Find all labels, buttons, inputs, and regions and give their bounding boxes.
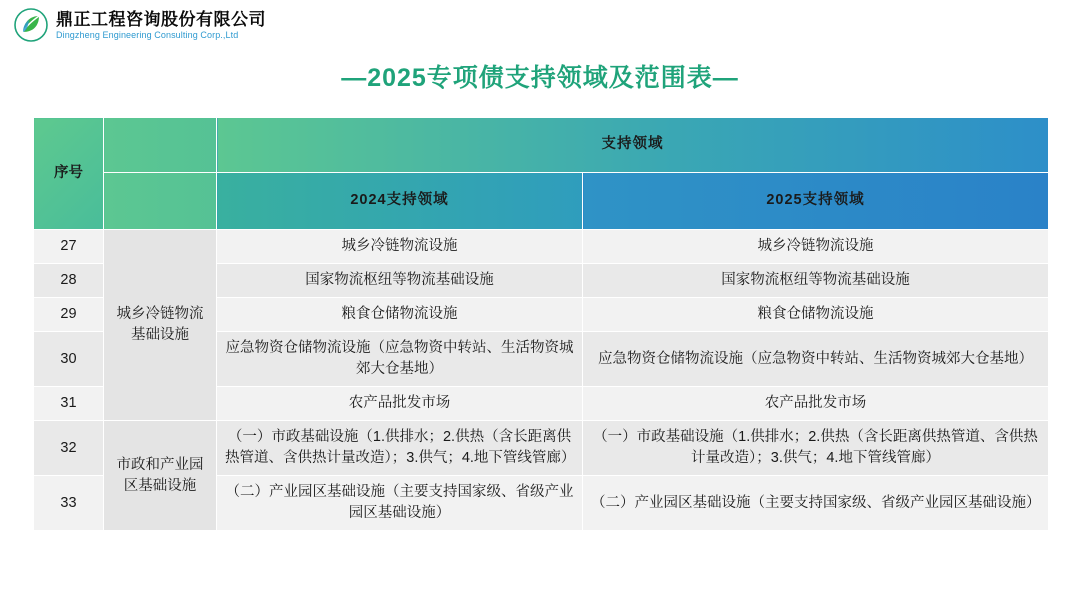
row-no: 28 — [34, 264, 104, 298]
table-row — [34, 230, 1049, 264]
support-scope-table — [33, 117, 1048, 531]
cell-2024: 国家物流枢纽等物流基础设施 — [217, 264, 583, 298]
cell-2025: （一）市政基础设施（1.供排水；2.供热（含长距离供热管道、含供热计量改造）；3.供气；4.地下管线管廊） — [583, 421, 1049, 476]
cell-2025: 应急物资仓储物流设施（应急物资中转站、生活物资城郊大仓基地） — [583, 332, 1049, 387]
page-title: —2025专项债支持领域及范围表— — [341, 64, 739, 92]
cell-2025: 城乡冷链物流设施 — [583, 230, 1049, 264]
cell-2025: （二）产业园区基础设施（主要支持国家级、省级产业园区基础设施） — [583, 476, 1049, 531]
brand-name-en: Dingzheng Engineering Consulting Corp.,Ltd — [56, 29, 239, 40]
table-header-row-1 — [34, 118, 1049, 173]
cell-2025: 粮食仓储物流设施 — [583, 298, 1049, 332]
cell-2024: 农产品批发市场 — [217, 387, 583, 421]
header-2024-scope: 2024支持领域 — [217, 173, 583, 230]
header-2025-scope: 2025支持领域 — [583, 173, 1049, 230]
row-no: 29 — [34, 298, 104, 332]
header-support-scope: 支持领域 — [217, 118, 1049, 173]
brand-header — [14, 8, 266, 42]
row-no: 31 — [34, 387, 104, 421]
cell-2025: 国家物流枢纽等物流基础设施 — [583, 264, 1049, 298]
cell-2024: 粮食仓储物流设施 — [217, 298, 583, 332]
row-no: 30 — [34, 332, 104, 387]
row-no: 33 — [34, 476, 104, 531]
row-no: 32 — [34, 421, 104, 476]
group-label-municipal-park: 市政和产业园区基础设施 — [104, 421, 217, 531]
table-row — [34, 421, 1049, 476]
cell-2024: 应急物资仓储物流设施（应急物资中转站、生活物资城郊大仓基地） — [217, 332, 583, 387]
row-no: 27 — [34, 230, 104, 264]
cell-2024: （二）产业园区基础设施（主要支持国家级、省级产业园区基础设施） — [217, 476, 583, 531]
header-group-blank-2 — [104, 173, 217, 230]
cell-2024: （一）市政基础设施（1.供排水；2.供热（含长距离供热管道、含供热计量改造）；3.供气；4.地下管线管廊） — [217, 421, 583, 476]
table-header-row-2 — [34, 173, 1049, 230]
brand-name-cn: 鼎正工程咨询股份有限公司 — [56, 10, 266, 30]
header-group-blank — [104, 118, 217, 173]
leaf-logo-icon — [14, 8, 48, 42]
group-label-cold-chain: 城乡冷链物流基础设施 — [104, 230, 217, 421]
cell-2024: 城乡冷链物流设施 — [217, 230, 583, 264]
header-serial-number: 序号 — [34, 118, 104, 230]
cell-2025: 农产品批发市场 — [583, 387, 1049, 421]
